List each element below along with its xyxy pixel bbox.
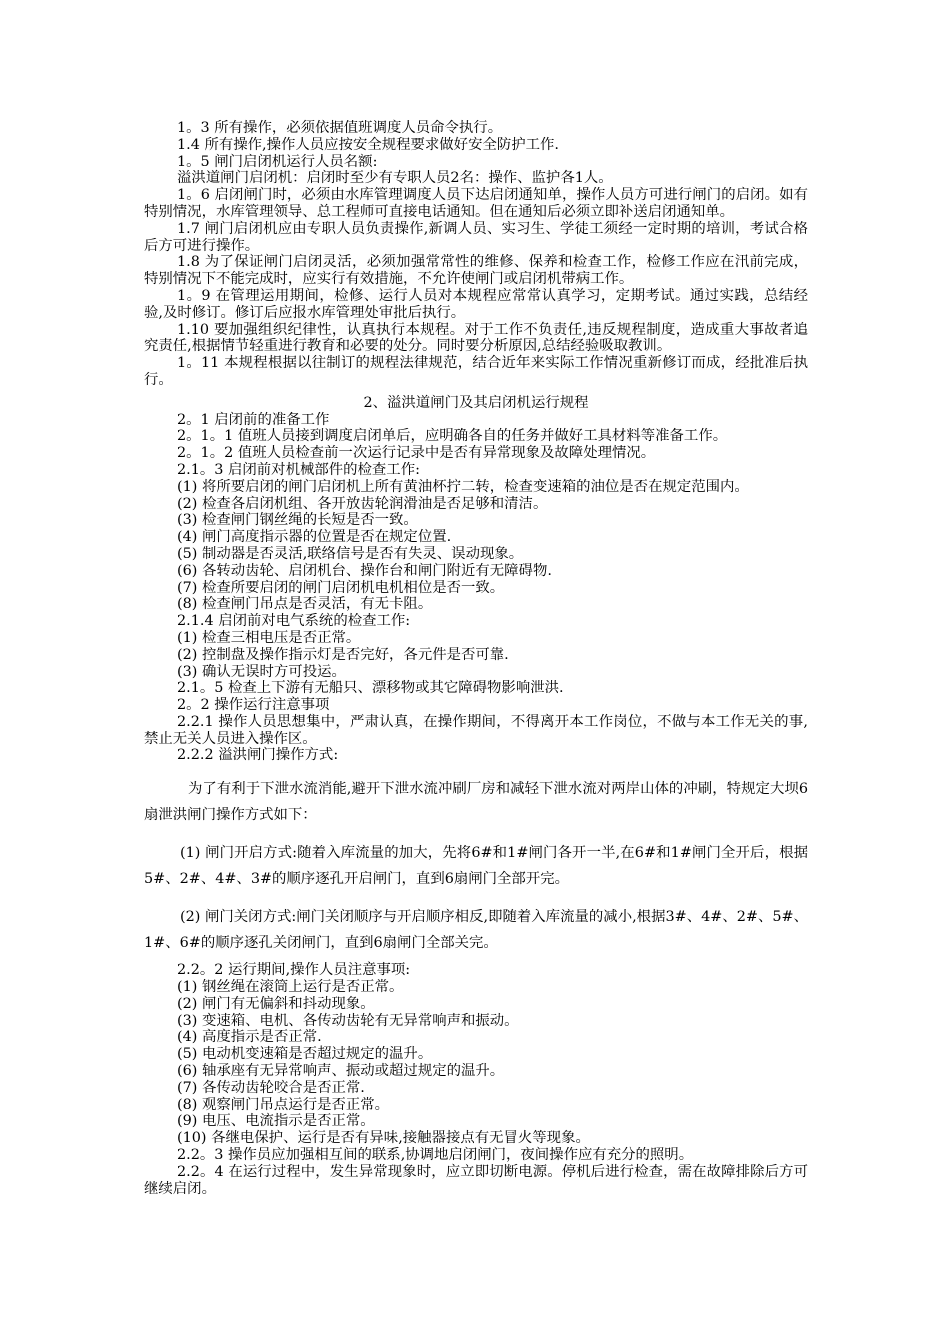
electrical-item-2: (2) 控制盘及操作指示灯是否完好，各元件是否可靠. — [177, 646, 509, 663]
check-item-4: (4) 闸门高度指示器的位置是否在规定位置. — [177, 529, 452, 546]
run-item-5: (5) 电动机变速箱是否超过规定的温升。 — [177, 1046, 433, 1063]
electrical-item-1: (1) 检查三相电压是否正常。 — [177, 629, 361, 646]
check-item-5: (5) 制动器是否灵活,联络信号是否有失灵、误动现象。 — [177, 545, 524, 562]
paragraph-2-2-2: 2.2.2 溢洪闸门操作方式: — [177, 747, 339, 764]
run-item-3: (3) 变速箱、电机、各传动齿轮有无异常响声和振动。 — [177, 1012, 519, 1029]
check-item-2: (2) 检查各启闭机组、各开放齿轮润滑油是否足够和清洁。 — [177, 495, 548, 512]
run-item-9: (9) 电压、电流指示是否正常。 — [177, 1113, 375, 1130]
paragraph-2-2: 2。2 操作运行注意事项 — [177, 697, 330, 714]
paragraph-1-4: 1.4 所有操作,操作人员应按安全规程要求做好安全防护工作. — [177, 136, 559, 153]
paragraph-2-1: 2。1 启闭前的准备工作 — [177, 411, 330, 428]
paragraph-2-1-4: 2.1.4 启闭前对电气系统的检查工作: — [177, 613, 411, 630]
operation-intro: 为了有利于下泄水流消能,避开下泄水流冲刷厂房和减轻下泄水流对两岸山体的冲刷，特规定大坝6扇泄洪闸门操作方式如下： — [144, 781, 808, 824]
section-2-title: 2、溢洪道闸门及其启闭机运行规程 — [363, 394, 589, 411]
check-item-6: (6) 各转动齿轮、启闭机台、操作台和闸门附近有无障碍物. — [177, 562, 552, 579]
paragraph-1-10: 1.10 要加强组织纪律性，认真执行本规程。对于工作不负责任,违反规程制度，造成重大事故者追究责任,根据情节轻重进行教育和必要的处分。同时要分析原因,总结经验吸取教训。 — [144, 321, 808, 355]
check-item-7: (7) 检查所要启闭的闸门启闭机电机相位是否一致。 — [177, 579, 505, 596]
paragraph-2-2-4: 2.2。4 在运行过程中，发生异常现象时，应立即切断电源。停机后进行检查，需在故障排除后方可继续启闭。 — [144, 1163, 808, 1197]
paragraph-1-6: 1。6 启闭闸门时，必须由水库管理调度人员下达启闭通知单，操作人员方可进行闸门的启闭。如有特别情况，水库管理领导、总工程师可直接电话通知。但在通知后必须立即补送启闭通知单。 — [144, 187, 808, 220]
paragraph-1-8: 1.8 为了保证闸门启闭灵活，必须加强常常性的维修、保养和检查工作，检修工作应在汛前完成，特别情况下不能完成时，应实行有效措施，不允许使闸门或启闭机带病工作。 — [144, 254, 808, 288]
paragraph-2-1-5: 2.1。5 检查上下游有无船只、漂移物或其它障碍物影响泄洪. — [177, 680, 564, 697]
paragraph-staffing: 溢洪道闸门启闭机：启闭时至少有专职人员2名：操作、监护各1人。 — [177, 170, 613, 187]
check-item-1: (1) 将所要启闭的闸门启闭机上所有黄油杯拧二转，检查变速箱的油位是否在规定范围内。 — [177, 478, 749, 495]
run-item-7: (7) 各传动齿轮咬合是否正常. — [177, 1079, 365, 1096]
check-item-8: (8) 检查闸门吊点是否灵活，有无卡阻。 — [177, 596, 433, 613]
paragraph-2-2-2b: 2.2。2 运行期间,操作人员注意事项: — [177, 962, 411, 979]
paragraph-2-1-1: 2。1。1 值班人员接到调度启闭单后，应明确各自的任务并做好工具材料等准备工作。 — [177, 428, 728, 445]
paragraph-1-5: 1。5 闸门启闭机运行人员名额: — [177, 153, 378, 170]
paragraph-2-1-2: 2。1。2 值班人员检查前一次运行记录中是否有异常现象及故障处理情况。 — [177, 445, 656, 462]
document-page — [144, 120, 808, 1197]
opening-method: (1) 闸门开启方式:随着入库流量的加大，先将6#和1#闸门各开一半,在6#和1#闸门全开后，根据5#、2#、4#、3#的顺序逐孔开启闸门，直到6扇闸门全部开完。 — [144, 845, 808, 888]
check-item-3: (3) 检查闸门钢丝绳的长短是否一致。 — [177, 512, 418, 529]
run-item-1: (1) 钢丝绳在滚筒上运行是否正常。 — [177, 979, 404, 996]
run-item-2: (2) 闸门有无偏斜和抖动现象。 — [177, 995, 375, 1012]
paragraph-1-7: 1.7 闸门启闭机应由专职人员负责操作,新调人员、实习生、学徒工须经一定时期的培训，考试合格后方可进行操作。 — [144, 220, 808, 254]
paragraph-2-1-3: 2.1。3 启闭前对机械部件的检查工作: — [177, 461, 420, 478]
run-item-6: (6) 轴承座有无异常响声、振动或超过规定的温升。 — [177, 1063, 505, 1080]
paragraph-2-2-3: 2.2。3 操作员应加强相互间的联系,协调地启闭闸门，夜间操作应有充分的照明。 — [177, 1147, 694, 1164]
paragraph-1-11: 1。11 本规程根据以往制订的规程法律规范，结合近年来实际工作情况重新修订而成，经批准后执行。 — [144, 355, 808, 388]
paragraph-1-9: 1。9 在管理运用期间，检修、运行人员对本规程应常常认真学习，定期考试。通过实践，总结经验,及时修订。修订后应报水库管理处审批后执行。 — [144, 287, 808, 321]
run-item-8: (8) 观察闸门吊点运行是否正常。 — [177, 1096, 390, 1113]
paragraph-2-2-1: 2.2.1 操作人员思想集中，严肃认真，在操作期间，不得离开本工作岗位，不做与本工作无关的事,禁止无关人员进入操作区。 — [144, 713, 808, 747]
run-item-4: (4) 高度指示是否正常. — [177, 1029, 322, 1046]
paragraph-1-3: 1。3 所有操作，必须依据值班调度人员命令执行。 — [177, 120, 503, 136]
electrical-item-3: (3) 确认无误时方可投运。 — [177, 663, 346, 680]
closing-method: (2) 闸门关闭方式:闸门关闭顺序与开启顺序相反,即随着入库流量的减小,根据3#、4#、2#、5#、1#、6#的顺序逐孔关闭闸门，直到6扇闸门全部关完。 — [144, 909, 808, 952]
run-item-10: (10) 各继电保护、运行是否有异味,接触器接点有无冒火等现象。 — [177, 1130, 590, 1147]
